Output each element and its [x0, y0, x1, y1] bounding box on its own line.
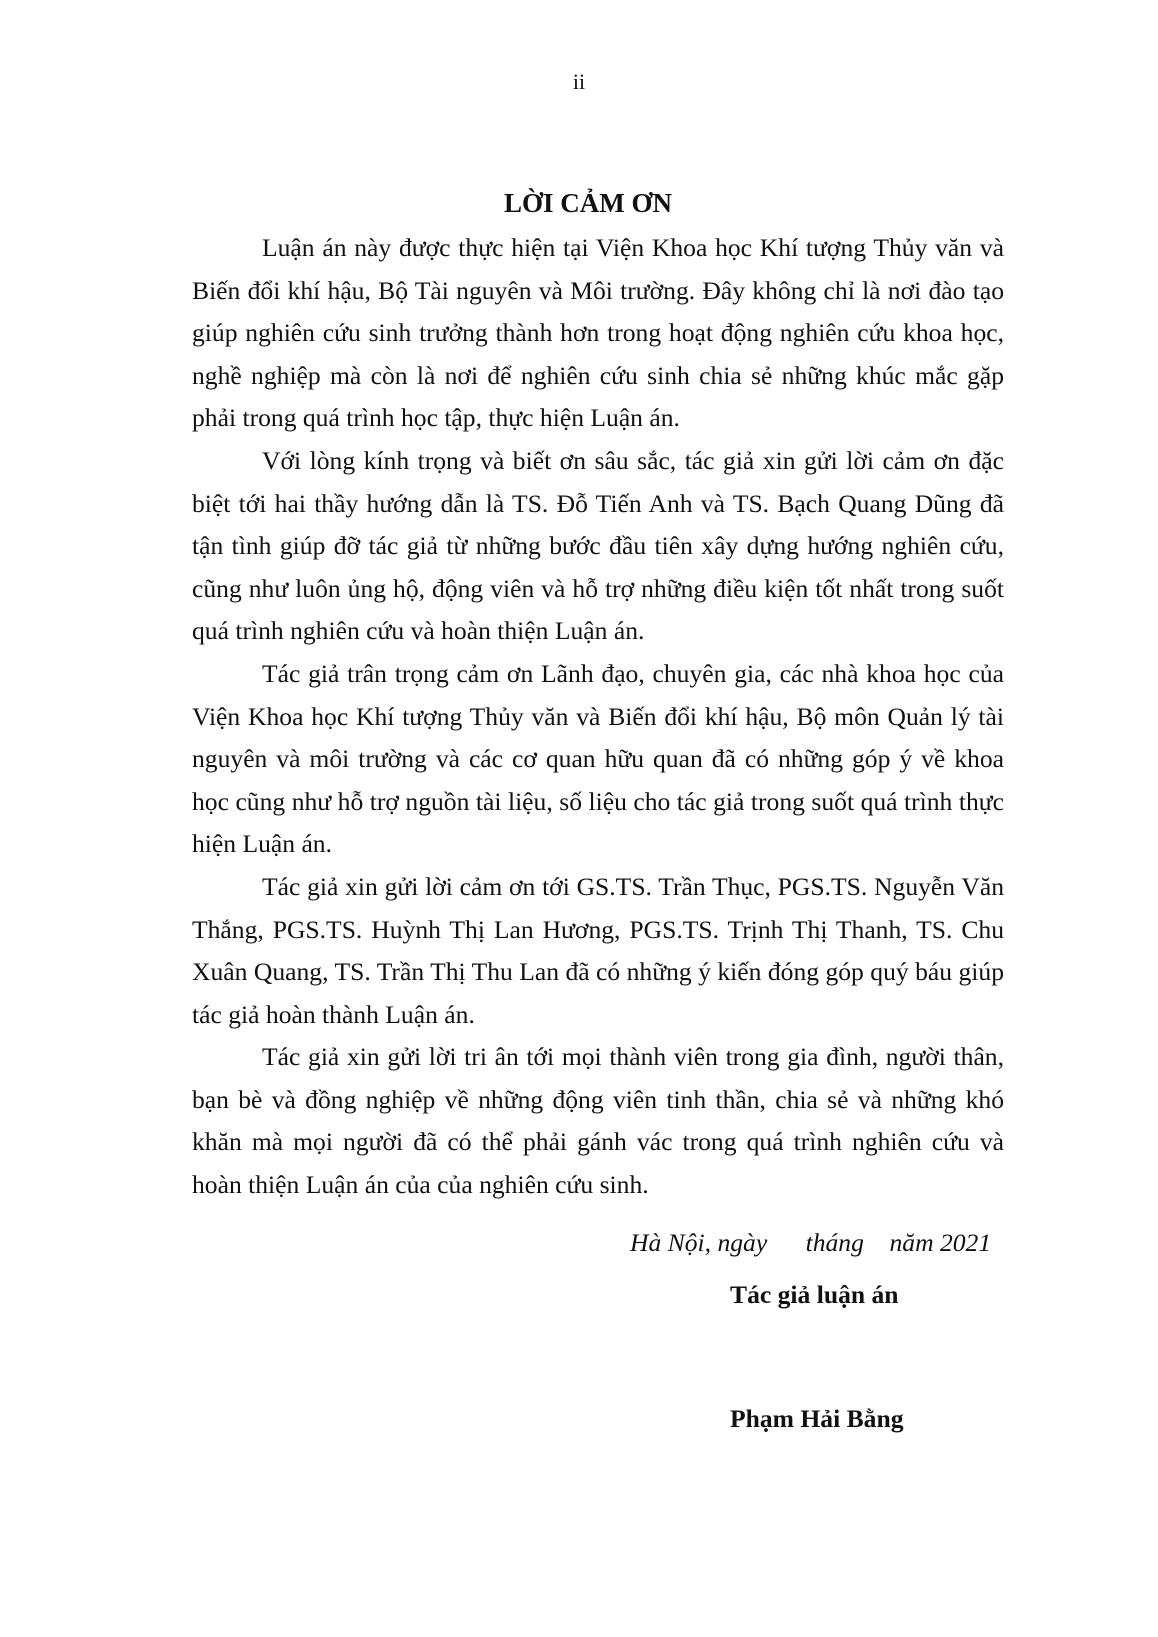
- author-name: Phạm Hải Bằng: [730, 1404, 904, 1433]
- author-role: Tác giả luận án: [730, 1280, 899, 1309]
- paragraph: Với lòng kính trọng và biết ơn sâu sắc, tác giả xin gửi lời cảm ơn đặc biệt tới hai thầy hướng dẫn là TS. Đỗ Tiến Anh và TS. Bạch Quang Dũng đã tận tình giúp đỡ tác giả từ những bước đầu tiên xây dựng hướng nghiên cứu, cũng như luôn ủng hộ, động viên và hỗ trợ những điều kiện tốt nhất trong suốt quá trình nghiên cứu và hoàn thiện Luận án.: [192, 445, 1004, 646]
- paragraph: Tác giả trân trọng cảm ơn Lãnh đạo, chuyên gia, các nhà khoa học của Viện Khoa học Khí tượng Thủy văn và Biến đổi khí hậu, Bộ môn Quản lý tài nguyên và môi trường và các cơ quan hữu quan đã có những góp ý về khoa học cũng như hỗ trợ nguồn tài liệu, số liệu cho tác giả trong suốt quá trình thực hiện Luận án.: [192, 658, 1004, 859]
- page-number: ii: [572, 69, 586, 94]
- acknowledgement-body: [192, 227, 1004, 1207]
- paragraph: Tác giả xin gửi lời cảm ơn tới GS.TS. Trần Thục, PGS.TS. Nguyễn Văn Thắng, PGS.TS. Huỳnh Thị Lan Hương, PGS.TS. Trịnh Thị Thanh, TS. Chu Xuân Quang, TS. Trần Thị Thu Lan đã có những ý kiến đóng góp quý báu giúp tác giả hoàn thành Luận án.: [192, 871, 1004, 1029]
- paragraph: Tác giả xin gửi lời tri ân tới mọi thành viên trong gia đình, người thân, bạn bè và đồng nghiệp về những động viên tinh thần, chia sẻ và những khó khăn mà mọi người đã có thể phải gánh vác trong quá trình nghiên cứu và hoàn thiện Luận án của của nghiên cứu sinh.: [192, 1042, 1004, 1200]
- page-title: LỜI CẢM ƠN: [504, 188, 672, 218]
- date-line: Hà Nội, ngày tháng năm 2021: [630, 1228, 992, 1257]
- paragraph: Luận án này được thực hiện tại Viện Khoa học Khí tượng Thủy văn và Biến đổi khí hậu, Bộ Tài nguyên và Môi trường. Đây không chỉ là nơi đào tạo giúp nghiên cứu sinh trưởng thành hơn trong hoạt động nghiên cứu khoa học, nghề nghiệp mà còn là nơi để nghiên cứu sinh chia sẻ những khúc mắc gặp phải trong quá trình học tập, thực hiện Luận án.: [192, 233, 1004, 433]
